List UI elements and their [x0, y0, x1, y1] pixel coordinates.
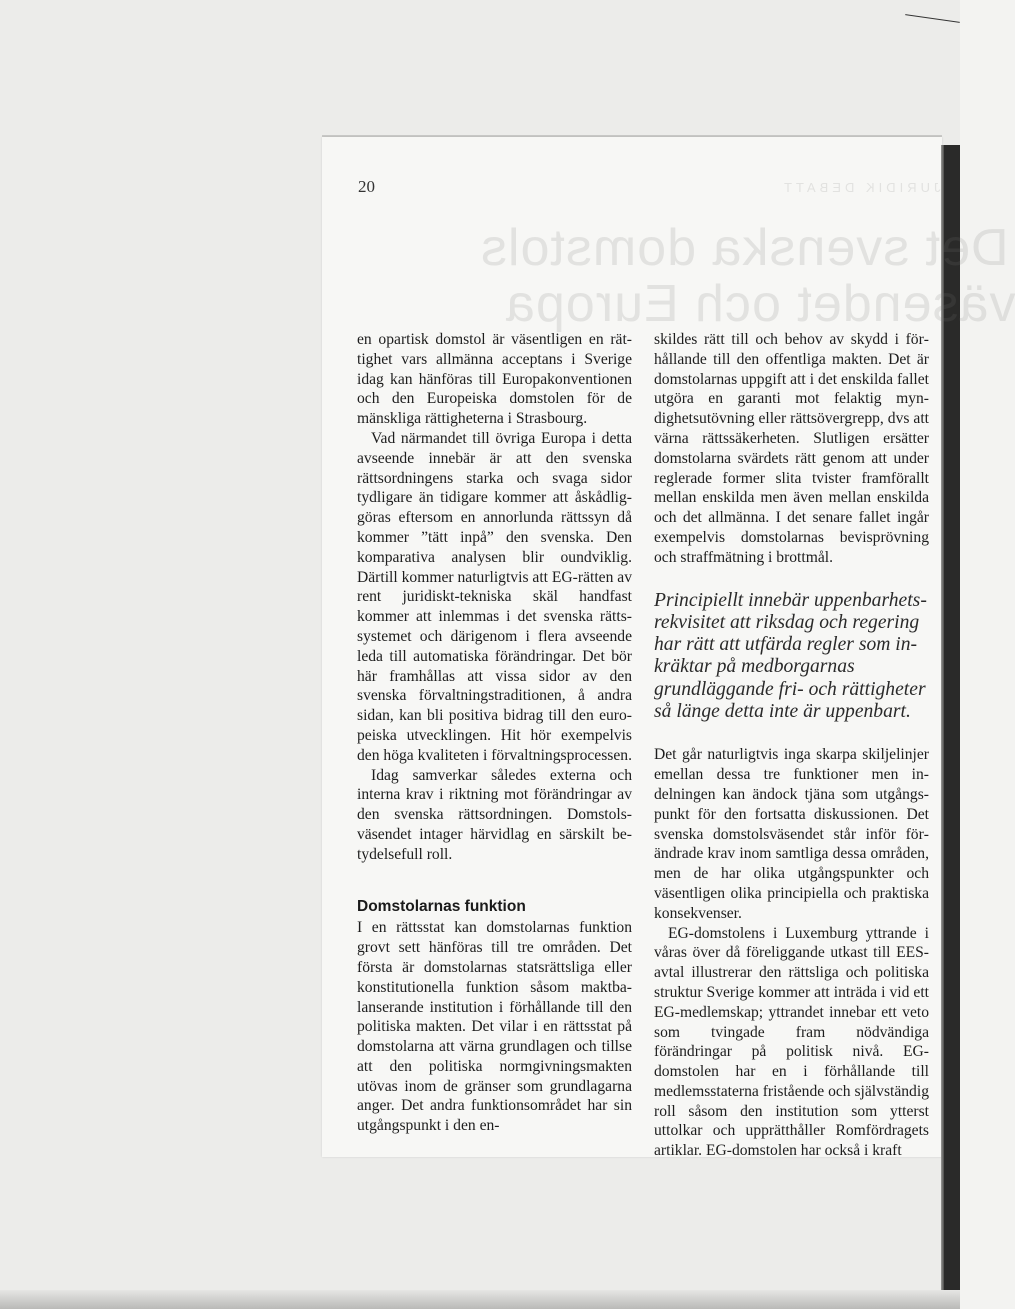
paragraph: Det går naturligtvis inga skarpa skiljelinjer emellan dessa tre funktioner men indelningen kan ändock tjäna som utgångspunkt för den fortsatta diskussionen. Det svenska domstolsväsendet står inför förändrade krav inom samtliga dessa områden, men de har olika utgångspunkter och väsentligen olika principiella och praktiska konsekvenser.	[654, 746, 929, 922]
section-heading: Domstolarnas funktion	[357, 897, 526, 915]
paragraph: Vad närmandet till övriga Europa i detta avseende innebär är att den svenska rättsordningens starka och svaga sidor tydligare än tidigare kommer att åskådliggöras eftersom en annorlunda rättssyn då kommer ”tätt inpå” den svenska. Den komparativa analysen blir oundviklig. Därtill kommer naturligtvis att EG-rätten av rent juridiskt-tekniska skäl handfast kommer att inlemmas i det svenska rättssystemet och därigenom i flera avseende leda till automatiska förändringar. Det bör här framhållas att vissa sidor av den svenska förvaltningstraditionen, å andra sidan, kan bli positiva bidrag till den europeiska utvecklingen. Hit hör exempelvis den höga kvaliteten i förvaltningsprocessen.	[357, 429, 632, 764]
paragraph: EG-domstolens i Luxemburg yttrande i våras över då föreliggande utkast till EES-avtal illustrerar den rättsliga och politiska struktur Sverige kommer att inträda i vid ett EG-medlemskap; yttrandet innebar ett veto som tvingade fram nödvändiga förändringar på politisk nivå. EG-domstolen har en i förhållande till medlemsstaterna fristående och självständig roll såsom den institution som ytterst uttolkar och upprätthåller Romfördragets artiklar. EG-domstolen har också i kraft	[654, 924, 929, 1160]
scanner-bottom-edge	[0, 1290, 960, 1309]
paragraph: en opartisk domstol är väsentligen en rättighet vars allmänna acceptans i Sverige idag kan hänföras till Europakonventionen och den Europeiska domstolen för de mänskliga rättigheterna i Strasbourg.	[357, 331, 632, 428]
paragraph: skildes rätt till och behov av skydd i förhållande till den offentliga makten. Det är domstolarnas uppgift att i det enskilda fallet utgöra en garanti mot felaktig myndighetsutövning eller rättsövergrepp, dvs att värna rättssäkerheten. Slutligen ersätter domstolarna svärdets rätt genom att under reglerade former slita tvister framförallt mellan enskilda men även mellan enskilda och det allmänna. I det senare fallet ingår exempelvis domstolarnas bevisprövning och straffmätning i brottmål.	[654, 331, 929, 566]
right-column	[654, 330, 929, 1161]
page-number: 20	[358, 177, 375, 196]
bleed-through-text: JURIDIK DEBATT	[780, 180, 941, 195]
paragraph: I en rättsstat kan domstolarnas funktion grovt sett hänföras till tre områden. Det första är domstolarnas statsrättsliga eller konstitutionella funktion såsom maktbalanserande institution i förhållande till den politiska makten. Det vilar i en rättsstat på domstolarna att värna grundlagen och tillse att den politiska normgivningsmakten utövas inom de gränser som grundlagarna anger. Det andra funktionsområdet har sin utgångspunkt i den en-	[357, 919, 632, 1135]
paragraph: Idag samverkar således externa och interna krav i riktning mot förändringar av den svenska rättsordningen. Domstolsväsendet intager härvidlag en särskilt betydelsefull roll.	[357, 766, 632, 863]
pull-quote: Principiellt innebär uppenbarhetsrekvisitet att riksdag och regering har rätt att utfärda regler som inkräktar på medborgarnas grundläggande fri- och rättigheter så länge detta inte är uppenbart.	[654, 589, 927, 723]
scan-mark	[905, 14, 960, 23]
left-column	[357, 330, 632, 1136]
bleed-through-text: Det svenska domstols	[480, 219, 1009, 277]
bleed-through-text: väsendet och Europa	[505, 275, 1015, 333]
